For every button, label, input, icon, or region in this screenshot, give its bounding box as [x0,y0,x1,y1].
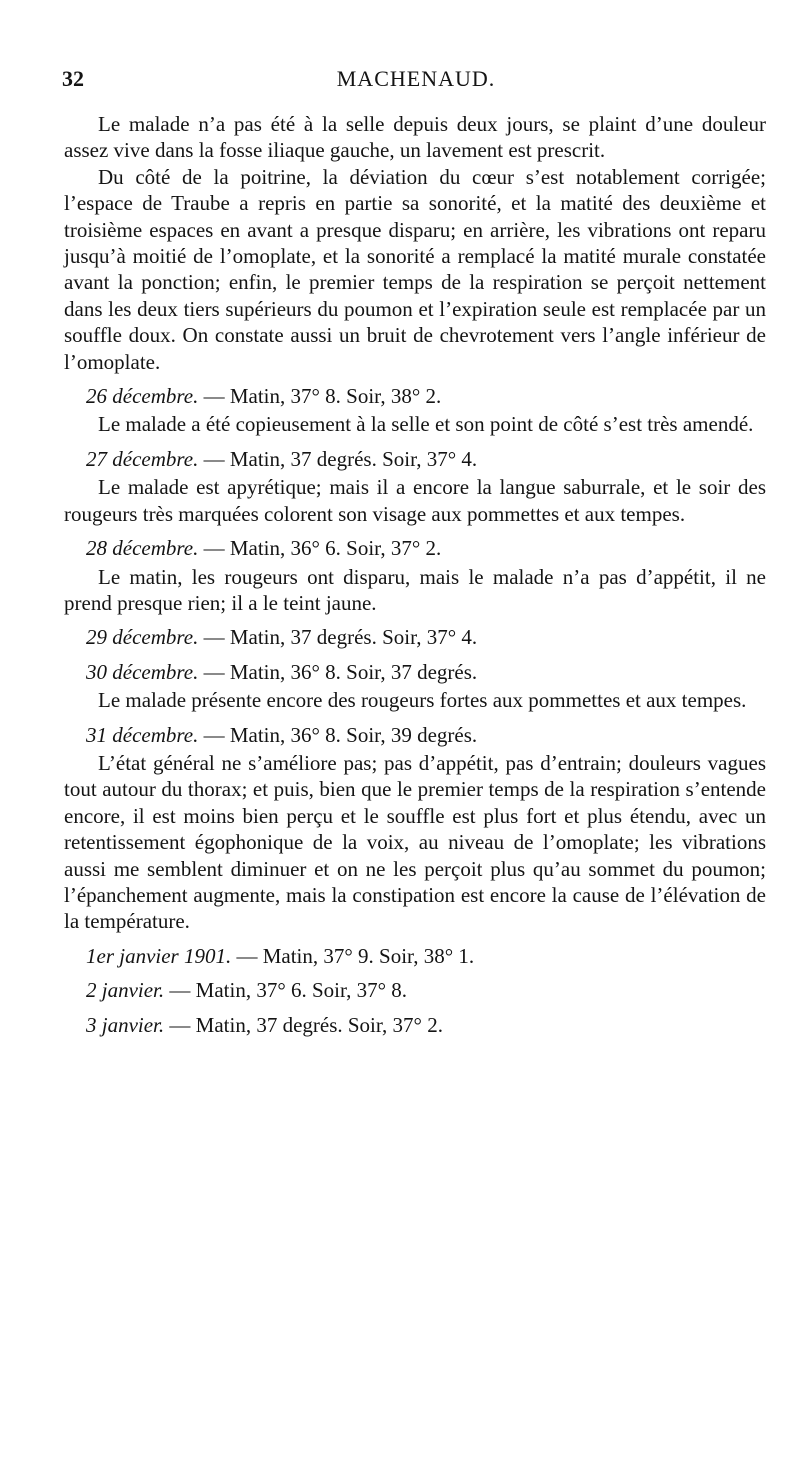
entry-temperatures: — Matin, 37° 8. Soir, 38° 2. [198,384,442,409]
dated-entry [64,722,766,748]
page-number: 32 [62,66,84,91]
entry-date: 27 décembre. [86,446,199,471]
entry-date: 3 janvier. [86,1012,165,1037]
body-text [64,111,766,1040]
paragraph: L’état général ne s’améliore pas; pas d’appétit, pas d’entrain; douleurs vagues tout autour du thorax; et puis, bien que le premier temps de la respiration s’entende encore, il est moins bien perçu et le souffle est plus fort et plus étendu, avec un retentissement égophonique de la voix, au niveau de l’omoplate; les vibrations aussi me semblent diminuer et on ne les perçoit plus qu’au sommet du poumon; l’épanchement augmente, mais la constipation est encore la cause de l’élévation de la température. [64,750,766,934]
dated-entry [64,659,766,685]
paragraph: Le matin, les rougeurs ont disparu, mais le malade n’a pas d’appétit, il ne prend presque rien; il a le teint jaune. [64,564,766,615]
running-head [62,66,770,96]
entry-date: 29 décembre. [86,625,199,650]
entry-date: 30 décembre. [86,659,199,684]
running-title: MACHENAUD. [336,66,496,91]
entry-date: 31 décembre. [86,722,199,747]
entry-temperatures: — Matin, 36° 8. Soir, 39 degrés. [198,722,478,747]
entry-temperatures: — Matin, 37 degrés. Soir, 37° 4. [198,446,478,471]
dated-entry [64,1012,766,1038]
entry-date: 1er janvier 1901. [86,943,232,968]
entry-temperatures: — Matin, 37° 9. Soir, 38° 1. [231,943,475,968]
entry-date: 28 décembre. [86,536,199,561]
dated-entry [64,383,766,409]
paragraph: Du côté de la poitrine, la déviation du cœur s’est notablement corrigée; l’espace de Traube a repris en partie sa sonorité, et la matité des deuxième et troisième espaces en avant a presque disparu; en arrière, les vibrations ont reparu jusqu’à moitié de l’omoplate, et la sonorité a remplacé la matité murale constatée avant la ponction; enfin, le premier temps de la respiration se perçoit nettement dans les deux tiers supérieurs du poumon et l’expiration seule est remplacée par un souffle doux. On constate aussi un bruit de chevrotement vers l’angle inférieur de l’omoplate. [64,164,766,374]
entry-temperatures: — Matin, 37 degrés. Soir, 37° 2. [164,1012,443,1037]
entry-temperatures: — Matin, 36° 6. Soir, 37° 2. [198,536,442,561]
dated-entry [64,624,766,650]
dated-entry [64,446,766,472]
paragraph: Le malade est apyrétique; mais il a encore la langue saburrale, et le soir des rougeurs très marquées colorent son visage aux pommettes et aux tempes. [64,475,766,526]
dated-entry [64,977,766,1003]
paragraph: Le malade n’a pas été à la selle depuis deux jours, se plaint d’une douleur assez vive dans la fosse iliaque gauche, un lavement est prescrit. [64,112,766,163]
entry-temperatures: — Matin, 36° 8. Soir, 37 degrés. [198,659,478,684]
entry-date: 2 janvier. [86,978,165,1003]
entry-date: 26 décembre. [86,384,199,409]
paragraph: Le malade a été copieusement à la selle et son point de côté s’est très amendé. [98,412,754,437]
entry-temperatures: — Matin, 37 degrés. Soir, 37° 4. [198,625,478,650]
dated-entry [64,943,766,969]
dated-entry [64,535,766,561]
entry-temperatures: — Matin, 37° 6. Soir, 37° 8. [164,978,408,1003]
paragraph: Le malade présente encore des rougeurs fortes aux pommettes et aux tempes. [98,688,747,713]
